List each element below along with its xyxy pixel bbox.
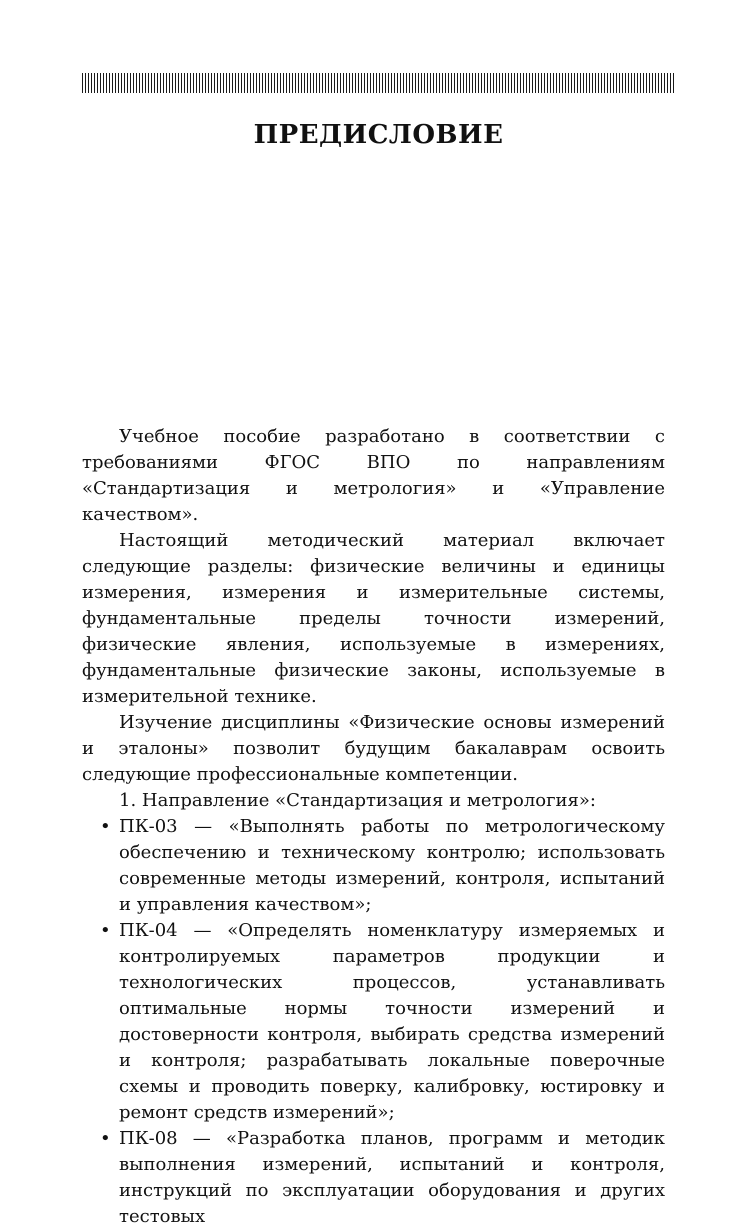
page-title: ПРЕДИСЛОВИЕ bbox=[253, 120, 504, 150]
preface-body bbox=[82, 424, 665, 1230]
bullet-icon: • bbox=[100, 1128, 111, 1149]
paragraph-sections: Настоящий методический материал включает следующие разделы: физические величины и единицы измерения, измерения и измерительные системы, фундаментальные пределы точности измерений, физические явления, используемые в измерениях, фундаментальные физические законы, используемые в измерительной технике. bbox=[82, 530, 665, 707]
list-item bbox=[82, 814, 665, 918]
list-item bbox=[82, 918, 665, 1126]
competency-pk03: ПК-03 — «Выполнять работы по метрологическому обеспечению и техническому контролю; использовать современные методы измерений, контроля, испытаний и управления качеством»; bbox=[119, 816, 665, 915]
paragraph-intro: Учебное пособие разработано в соответствии с требованиями ФГОС ВПО по направлениям «Стандартизация и метрология» и «Управление качеством». bbox=[82, 426, 665, 525]
header-rule bbox=[82, 73, 675, 93]
bullet-icon: • bbox=[100, 920, 111, 941]
paragraph-direction: 1. Направление «Стандартизация и метрология»: bbox=[119, 790, 596, 811]
competency-pk04: ПК-04 — «Определять номенклатуру измеряемых и контролируемых параметров продукции и технологических процессов, устанавливать оптимальные нормы точности измерений и достоверности контроля, выбирать средства измерений и контроля; разрабатывать локальные поверочные схемы и проводить поверку, калибровку, юстировку и ремонт средств измерений»; bbox=[119, 920, 665, 1123]
paragraph-competencies: Изучение дисциплины «Физические основы измерений и эталоны» позволит будущим бакалаврам освоить следующие профессиональные компетенции. bbox=[82, 712, 665, 785]
list-item bbox=[82, 1126, 665, 1230]
competency-pk08: ПК-08 — «Разработка планов, программ и методик выполнения измерений, испытаний и контроля, инструкций по эксплуатации оборудования и других тестовых bbox=[119, 1128, 665, 1227]
bullet-icon: • bbox=[100, 816, 111, 837]
competency-list bbox=[82, 814, 665, 1230]
